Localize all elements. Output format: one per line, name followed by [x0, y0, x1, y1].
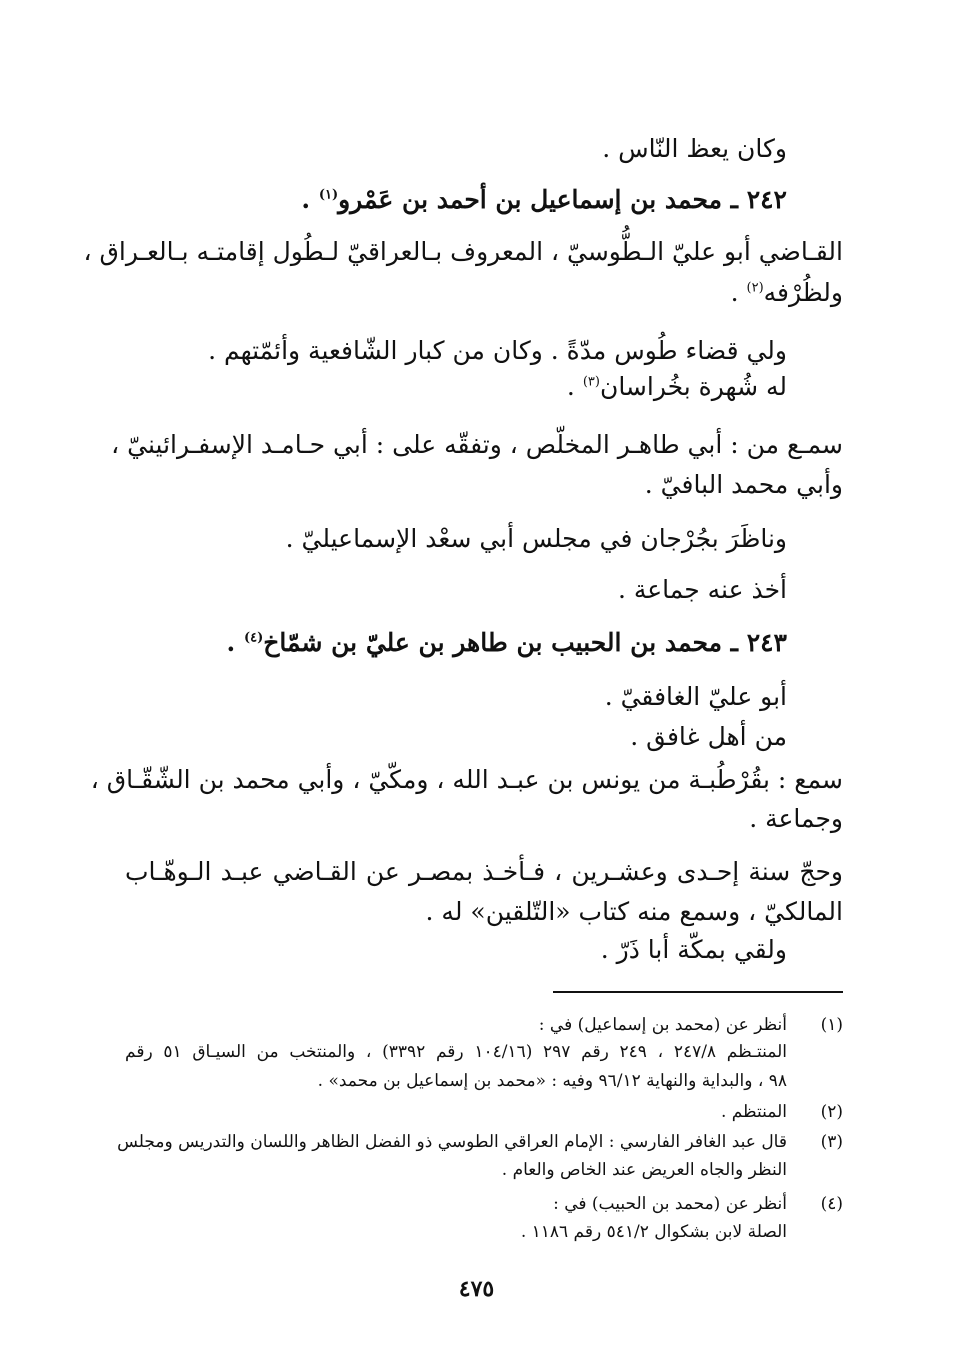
punctuation: .: [730, 278, 747, 307]
footnote-number: (٤): [820, 1194, 843, 1214]
footnote-marker: (٤): [243, 630, 264, 646]
paragraph-text: أخذ عنه جماعة .: [617, 575, 787, 604]
paragraph-text: وناظَرَ بجُرْجان في مجلس أبي سعْد الإسماعيليّ .: [285, 524, 787, 553]
footnote-line: قال عبد الغافر الفارسي : الإمام العراقي الطوسي ذو الفضل الظاهر واللسان والتدريس ومجلس: [117, 1132, 787, 1152]
footnote-marker: (١): [318, 187, 339, 203]
footnote-number: (٢): [820, 1102, 843, 1122]
paragraph-text: سمع : بقُرْطُبـة من يونس بن عبـد الله ، ومكّيّ ، وأبي محمد بن الشّقّـاق ،: [90, 765, 843, 794]
page-number: ٤٧٥: [458, 1276, 495, 1302]
paragraph-text: وكان يعظ النّاس .: [602, 134, 787, 163]
footnote-line: أنظر عن (محمد بن الحبيب) في :: [553, 1194, 787, 1214]
entry-heading-243: [125, 626, 787, 660]
footnote-marker: (٣): [582, 374, 600, 390]
paragraph-text: وحجّ سنة إحـدى وعشـرين ، فـأخـذ بمصـر عن القـاضي عبـد الـوهّـاب: [125, 857, 843, 886]
paragraph-line: [90, 763, 843, 797]
paragraph-line: [125, 895, 843, 929]
punctuation: .: [566, 372, 583, 401]
paragraph-line: [125, 276, 843, 310]
paragraph-line: [125, 573, 787, 607]
paragraph-line: [125, 132, 787, 166]
punctuation: .: [226, 628, 244, 657]
paragraph-line: [125, 802, 843, 836]
footnote-number: (٣): [820, 1132, 843, 1152]
paragraph-line: [125, 933, 787, 967]
footnote-marker: (٢): [746, 280, 764, 296]
paragraph-text: من أهل غافق .: [630, 722, 787, 751]
footnote-separator: [553, 991, 843, 993]
paragraph-text: وأبي محمد البافيّ .: [644, 470, 843, 499]
paragraph-line: [125, 855, 843, 889]
entry-heading-242: [125, 183, 787, 217]
entry-heading-text: ٢٤٢ ـ محمد بن إسماعيل بن أحمد بن عَمْرو: [338, 185, 787, 214]
paragraph-text: له شُهرة بخُراسان: [599, 372, 787, 401]
paragraph-text: المالكيّ ، وسمع منه كتاب «التّلقين» له .: [425, 897, 843, 926]
paragraph-line: [125, 370, 787, 404]
footnote-line: النظر والجاه العريض عند الخاص والعام .: [501, 1160, 787, 1180]
paragraph-line: [125, 334, 787, 368]
paragraph-text: القـاضي أبو عليّ الـطُّوسيّ ، المعروف بـالعراقيّ لـطُول إقامتـه بـالعـراق ،: [83, 237, 843, 266]
paragraph-text: أبو عليّ الغافقيّ .: [604, 682, 787, 711]
paragraph-line: [83, 235, 843, 269]
paragraph-text: ولقي بمكّة أبا ذَرّ .: [600, 935, 787, 964]
paragraph-text: ولي قضاء طُوس مدّةً . وكان من كبار الشّافعية وأئمّتهم .: [208, 336, 787, 365]
footnote-line: الصلة لابن بشكوال ٥٤١/٢ رقم ١١٨٦ .: [520, 1222, 787, 1242]
footnote-number: (١): [820, 1015, 843, 1035]
footnote-line: أنظر عن (محمد بن إسماعيل) في :: [538, 1015, 787, 1035]
footnote-line: المنتـظم ٢٤٧/٨ ، ٢٤٩ رقم ٢٩٧ (١٠٤/١٦ رقم ٣٣٩٢) ، والمنتخب من السيـاق ٥١ رقم: [125, 1042, 788, 1062]
paragraph-line: [125, 468, 843, 502]
paragraph-line: [111, 428, 843, 462]
paragraph-line: [125, 680, 787, 714]
paragraph-text: سمـع من : أبي طاهـر المخلّص ، وتفقّه على : أبي حـامـد الإسفـرائينيّ ،: [111, 430, 843, 459]
footnote-line: ٩٨ ، والبداية والنهاية ٩٦/١٢ وفيه : «محمد بن إسماعيل بن محمد» .: [317, 1071, 787, 1091]
paragraph-line: [125, 522, 787, 556]
paragraph-line: [125, 720, 787, 754]
punctuation: .: [301, 185, 319, 214]
paragraph-text: ولظُرْفه: [763, 278, 843, 307]
paragraph-text: وجماعة .: [749, 804, 843, 833]
entry-heading-text: ٢٤٣ ـ محمد بن الحبيب بن طاهر بن عليّ بن شمّاخ: [263, 628, 787, 657]
footnote-line: المنتظم .: [720, 1102, 787, 1122]
